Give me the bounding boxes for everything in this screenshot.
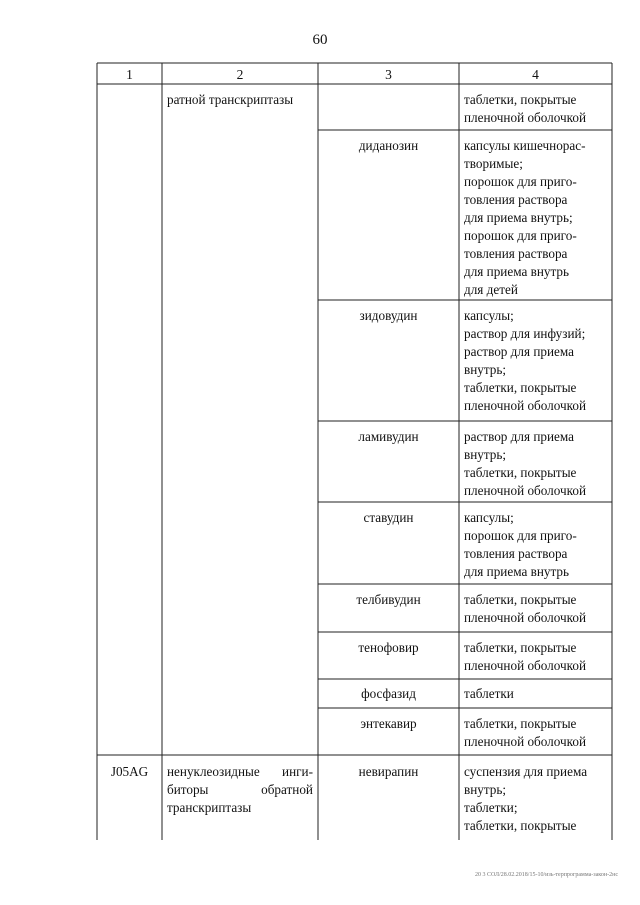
dosage-forms: таблетки, покрытые пленочной оболочкой	[464, 92, 587, 125]
dosage-forms: таблетки, покрытые пленочной оболочкой	[464, 716, 587, 749]
header-col-1: 1	[126, 67, 133, 82]
document-footer-code: 20 3 СОЛ/28.02.2018/15-10/изь-терпрограмма-закон-2нс	[475, 872, 618, 878]
drug-name: диданозин	[358, 138, 419, 153]
drug-name: энтекавир	[360, 716, 417, 731]
drug-name: невирапин	[358, 764, 419, 779]
drug-name: фосфазид	[361, 686, 416, 701]
drug-name: телбивудин	[356, 592, 421, 607]
dosage-forms: капсулы; порошок для приго- товления раствора для приема внутрь	[464, 510, 577, 579]
dosage-forms: таблетки, покрытые пленочной оболочкой	[464, 640, 587, 673]
drug-name: тенофовир	[358, 640, 419, 655]
dosage-forms: таблетки	[464, 686, 514, 701]
dosage-forms: таблетки, покрытые пленочной оболочкой	[464, 592, 587, 625]
drug-name: ставудин	[363, 510, 414, 525]
group-name: ненуклеозидные инги- биторы обратной транскриптазы	[167, 764, 313, 815]
page-number: 60	[312, 32, 328, 48]
dosage-forms: капсулы; раствор для инфузий; раствор для приема внутрь; таблетки, покрытые пленочной оболочкой	[464, 308, 587, 413]
dosage-forms: капсулы кишечнорас- творимые; порошок для приго- товления раствора для приема внутрь; порошок для приго- товления раствора для приема внутрь для детей	[464, 138, 586, 297]
dosage-forms: суспензия для приема внутрь; таблетки; таблетки, покрытые	[464, 764, 588, 833]
atc-code: J05AG	[110, 764, 149, 779]
header-col-4: 4	[532, 67, 539, 82]
header-col-2: 2	[236, 67, 244, 82]
drug-name: зидовудин	[359, 308, 418, 323]
header-col-3: 3	[385, 67, 392, 82]
group-name-continued: ратной транскриптазы	[167, 92, 294, 107]
drug-name: ламивудин	[358, 429, 419, 444]
dosage-forms: раствор для приема внутрь; таблетки, покрытые пленочной оболочкой	[464, 429, 587, 498]
